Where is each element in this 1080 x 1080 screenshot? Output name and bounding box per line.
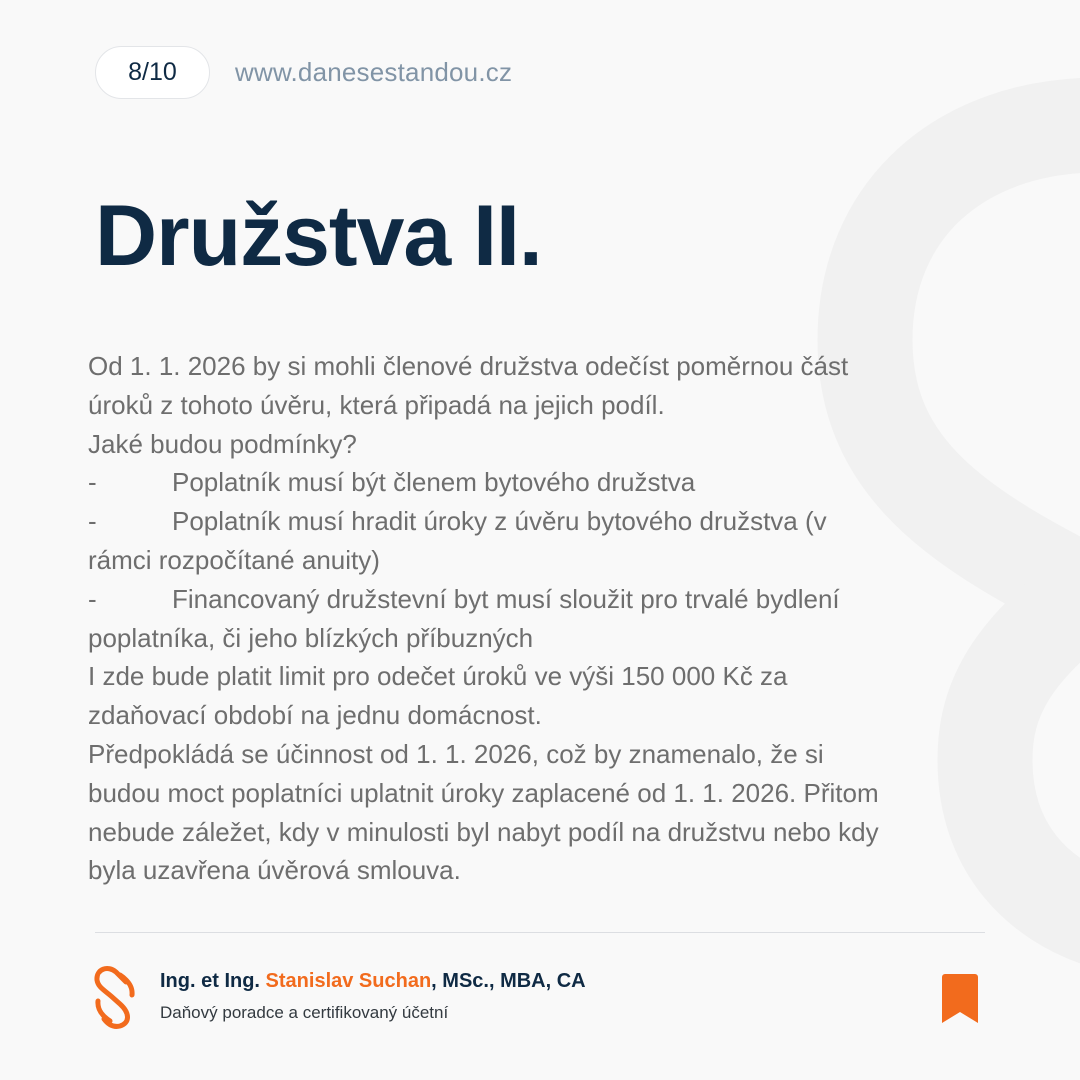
author-highlight: Stanislav Suchan <box>265 970 432 992</box>
author-name <box>160 970 586 993</box>
bullet-continuation: poplatníka, či jeho blízkých příbuzných <box>88 622 534 653</box>
header-row <box>95 46 512 99</box>
s-logo-icon <box>94 965 136 1031</box>
body-line: nebude záležet, kdy v minulosti byl nabyt podíl na družstvu nebo kdy <box>88 816 879 847</box>
page-title: Družstva II. <box>95 188 542 284</box>
bullet-item <box>88 463 988 502</box>
page-indicator: 8/10 <box>95 46 210 99</box>
bullet-text: Poplatník musí být členem bytového družstva <box>172 467 696 498</box>
bullet-item <box>88 502 988 541</box>
bullet-text: Poplatník musí hradit úroky z úvěru bytového družstva (v <box>172 506 827 537</box>
body-line: Od 1. 1. 2026 by si mohli členové družstva odečíst poměrnou část <box>88 351 849 381</box>
website-url[interactable]: www.danesestandou.cz <box>235 57 513 87</box>
body-line: úroků z tohoto úvěru, která připadá na jejich podíl. <box>88 389 665 420</box>
body-line: Jaké budou podmínky? <box>88 428 357 459</box>
body-line: I zde bude platit limit pro odečet úroků ve výši 150 000 Kč za <box>88 661 788 692</box>
bullet-marker: - <box>88 467 97 498</box>
author-role: Daňový poradce a certifikovaný účetní <box>160 1003 449 1022</box>
author-suffix: , MSc., MBA, CA <box>431 970 586 992</box>
bullet-marker: - <box>88 583 97 614</box>
bullet-marker: - <box>88 506 97 537</box>
bullet-continuation: rámci rozpočítané anuity) <box>88 544 380 575</box>
bullet-text: Financovaný družstevní byt musí sloužit pro trvalé bydlení <box>172 583 840 614</box>
body-line: budou moct poplatníci uplatnit úroky zaplacené od 1. 1. 2026. Přitom <box>88 777 879 808</box>
body-text <box>88 347 988 890</box>
body-line: Předpokládá se účinnost od 1. 1. 2026, což by znamenalo, že si <box>88 738 824 769</box>
body-line: zdaňovací období na jednu domácnost. <box>88 700 542 731</box>
footer-divider <box>95 932 985 933</box>
author-prefix: Ing. et Ing. <box>160 970 266 992</box>
bullet-item <box>88 580 988 619</box>
body-line: byla uzavřena úvěrová smlouva. <box>88 855 461 886</box>
bookmark-icon[interactable] <box>942 974 978 1023</box>
